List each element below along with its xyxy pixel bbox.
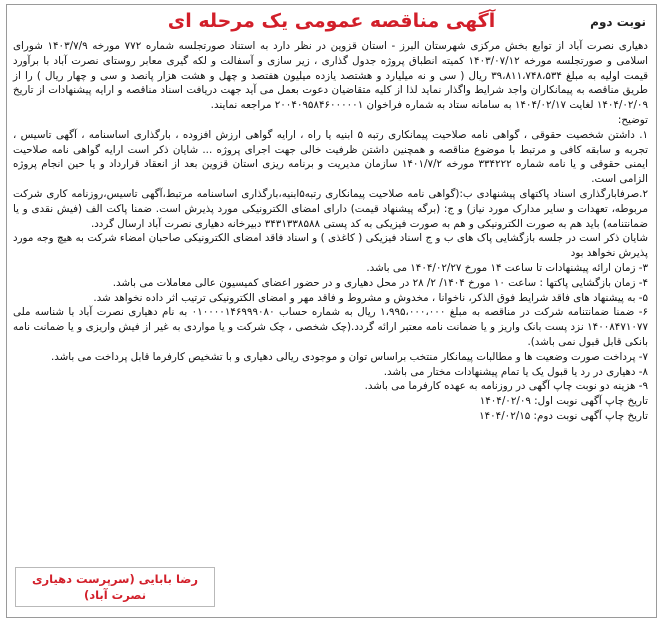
clause-2-note: شایان ذکر است در جلسه بازگشایی پاک های ب و ج اسناد فیزیکی ( کاغذی ) و اسناد فاقد امضای الکترونیکی صاحبان امضاء شرکت به هیچ وجه مورد پذیرش نخواهد بود: [13, 232, 648, 260]
clause-9: ۹- هزینه دو نوبت چاپ آگهی در روزنامه به عهده کارفرما می باشد.: [364, 380, 648, 393]
notice-body: [7, 39, 656, 424]
first-print-date: تاریخ چاپ آگهی نوبت اول: ۱۴۰۴/۰۲/۰۹: [479, 395, 648, 408]
notice-header: [7, 5, 656, 39]
clause-5: ۵- به پیشنهاد های فاقد شرایط فوق الذکر، ناخوانا ، مخدوش و مشروط و فاقد مهر و امضای الکترونیکی ترتیب اثر داده نخواهد شد.: [93, 291, 648, 304]
clause-8: ۸- دهیاری در رد یا قبول یک یا تمام پیشنهادات مختار می باشد.: [383, 365, 648, 378]
clause-3: ۳- زمان ارائه پیشنهادات تا ساعت ۱۴ مورخ ۱۴۰۴/۰۲/۲۷ می باشد.: [366, 261, 648, 274]
clause-6: ۶- ضمنا ضمانتنامه شرکت در مناقصه به مبلغ ۱،۹۹۵،۰۰۰،۰۰۰ ریال به شماره حساب ۰۱۰۰۰۰۱۴۶۹۹۹۰۸۰ به نام دهیاری نصرت آباد با شناسه ملی ۱۴۰۰۸۴۷۱۰۷۷ نزد پست بانک واریز و یا ضمانت نامه معتبر ارائه گردد.(چک شخصی ، چک شرکت و یا مواردی به غیر از فیش واریزی و یا ضمانت نامه بانکی قابل قبول نمی باشد).: [13, 306, 648, 348]
clause-7: ۷- پرداخت صورت وضعیت ها و مطالبات پیمانکار منتخب براساس توان و موجودی ریالی دهیاری و با تشخیص کارفرما قابل پرداخت می باشد.: [50, 350, 648, 363]
notice-footer: [15, 567, 215, 607]
intro-paragraph: دهیاری نصرت آباد از توابع بخش مرکزی شهرستان البرز - استان قزوین در نظر دارد به استناد صورتجلسه شماره ۷۷۲ مورخه ۱۴۰۳/۷/۹ شورای اسلامی و صورتجلسه مورخه ۱۴۰۳/۰۷/۱۲ کمیته انطباق پروژه جدول گذاری ، زیر سازی و آسفالت و لکه گیری معابر روستای نصرت آباد با برآورد قیمت اولیه به مبلغ ۳۹،۸۱۱،۷۴۸،۵۳۴ ریال ( سی و نه میلیارد و هشتصد یازده میلیون هفتصد و چهل و هشت هزار پانصد و سی و چهار ریال ) را از طریق مناقصه به پیمانکاران واجد شرایط واگذار نماید لذا از کلیه متقاضیان دعوت بعمل می آید جهت دریافت اسناد مناقصه و ارایه پیشنهادات از تاریخ ۱۴۰۴/۰۲/۰۹ لغایت ۱۴۰۴/۰۲/۱۷ به سامانه ستاد به شماره فراخوان ۲۰۰۴۰۹۵۸۴۶۰۰۰۰۰۱ مراجعه نمایند.: [13, 40, 648, 112]
explanation-heading: توضیح:: [617, 113, 648, 126]
clause-2: ۲.صرفابارگذاری اسناد پاکتهای پیشنهادی ب:(گواهی نامه صلاحیت پیمانکاری رتبه۵ابنیه،بارگذاری اساسنامه مرتبط،آگهی تاسیس،روزنامه کاری شرکت مربوطه، تعهدات و سایر مدارک مورد نیاز) و ج: (برگه پیشنهاد قیمت) دارای امضای الکترونیکی مورد پذیرش است. ضمنا پاکت الف (فیش نقدی و یا ضمانتنامه) باید هم به صورت الکترونیکی و هم به صورت فیزیکی به کد پستی ۳۴۳۱۳۳۸۵۸۸ دبیرخانه دهیاری نصرت آباد ارسال گردد.: [13, 187, 648, 230]
clause-4: ۴- زمان بازگشایی پاکتها : ساعت ۱۰ مورخ ۱۴۰۴/ ۲/ ۲۸ در محل دهیاری و در حضور اعضای کمیسیون عالی معاملات می باشد.: [112, 276, 648, 289]
round-label: نوبت دوم: [590, 15, 646, 29]
second-print-date: تاریخ چاپ آگهی نوبت دوم: ۱۴۰۴/۰۲/۱۵: [479, 409, 648, 422]
signer-name: رضا بابایی (سرپرست دهیاری نصرت آباد): [15, 567, 215, 607]
notice-title: آگهی مناقصه عمومی یک مرحله ای: [167, 10, 496, 32]
clause-1: ۱. داشتن شخصیت حقوقی ، گواهی نامه صلاحیت پیمانکاری رتبه ۵ ابنیه یا راه ، ارایه گواهی ارزش افزوده ، بارگذاری اساسنامه ، آگهی تاسیس ، تجربه و سابقه کافی و مرتبط با موضوع مناقصه و همچنین داشتن ظرفیت خالی جهت اجرای پروژه ... شایان ذکر است ارایه گواهی نامه صلاحیت ایمنی حقوقی و یا نامه شماره ۳۳۴۲۲۲ مورخه ۱۴۰۱/۷/۲ سازمان مدیریت و برنامه ریزی استان قزوین بعد از انعقاد قرارداد و یا حین انجام پروژه الزامی است.: [13, 128, 648, 186]
tender-notice: [6, 4, 657, 618]
